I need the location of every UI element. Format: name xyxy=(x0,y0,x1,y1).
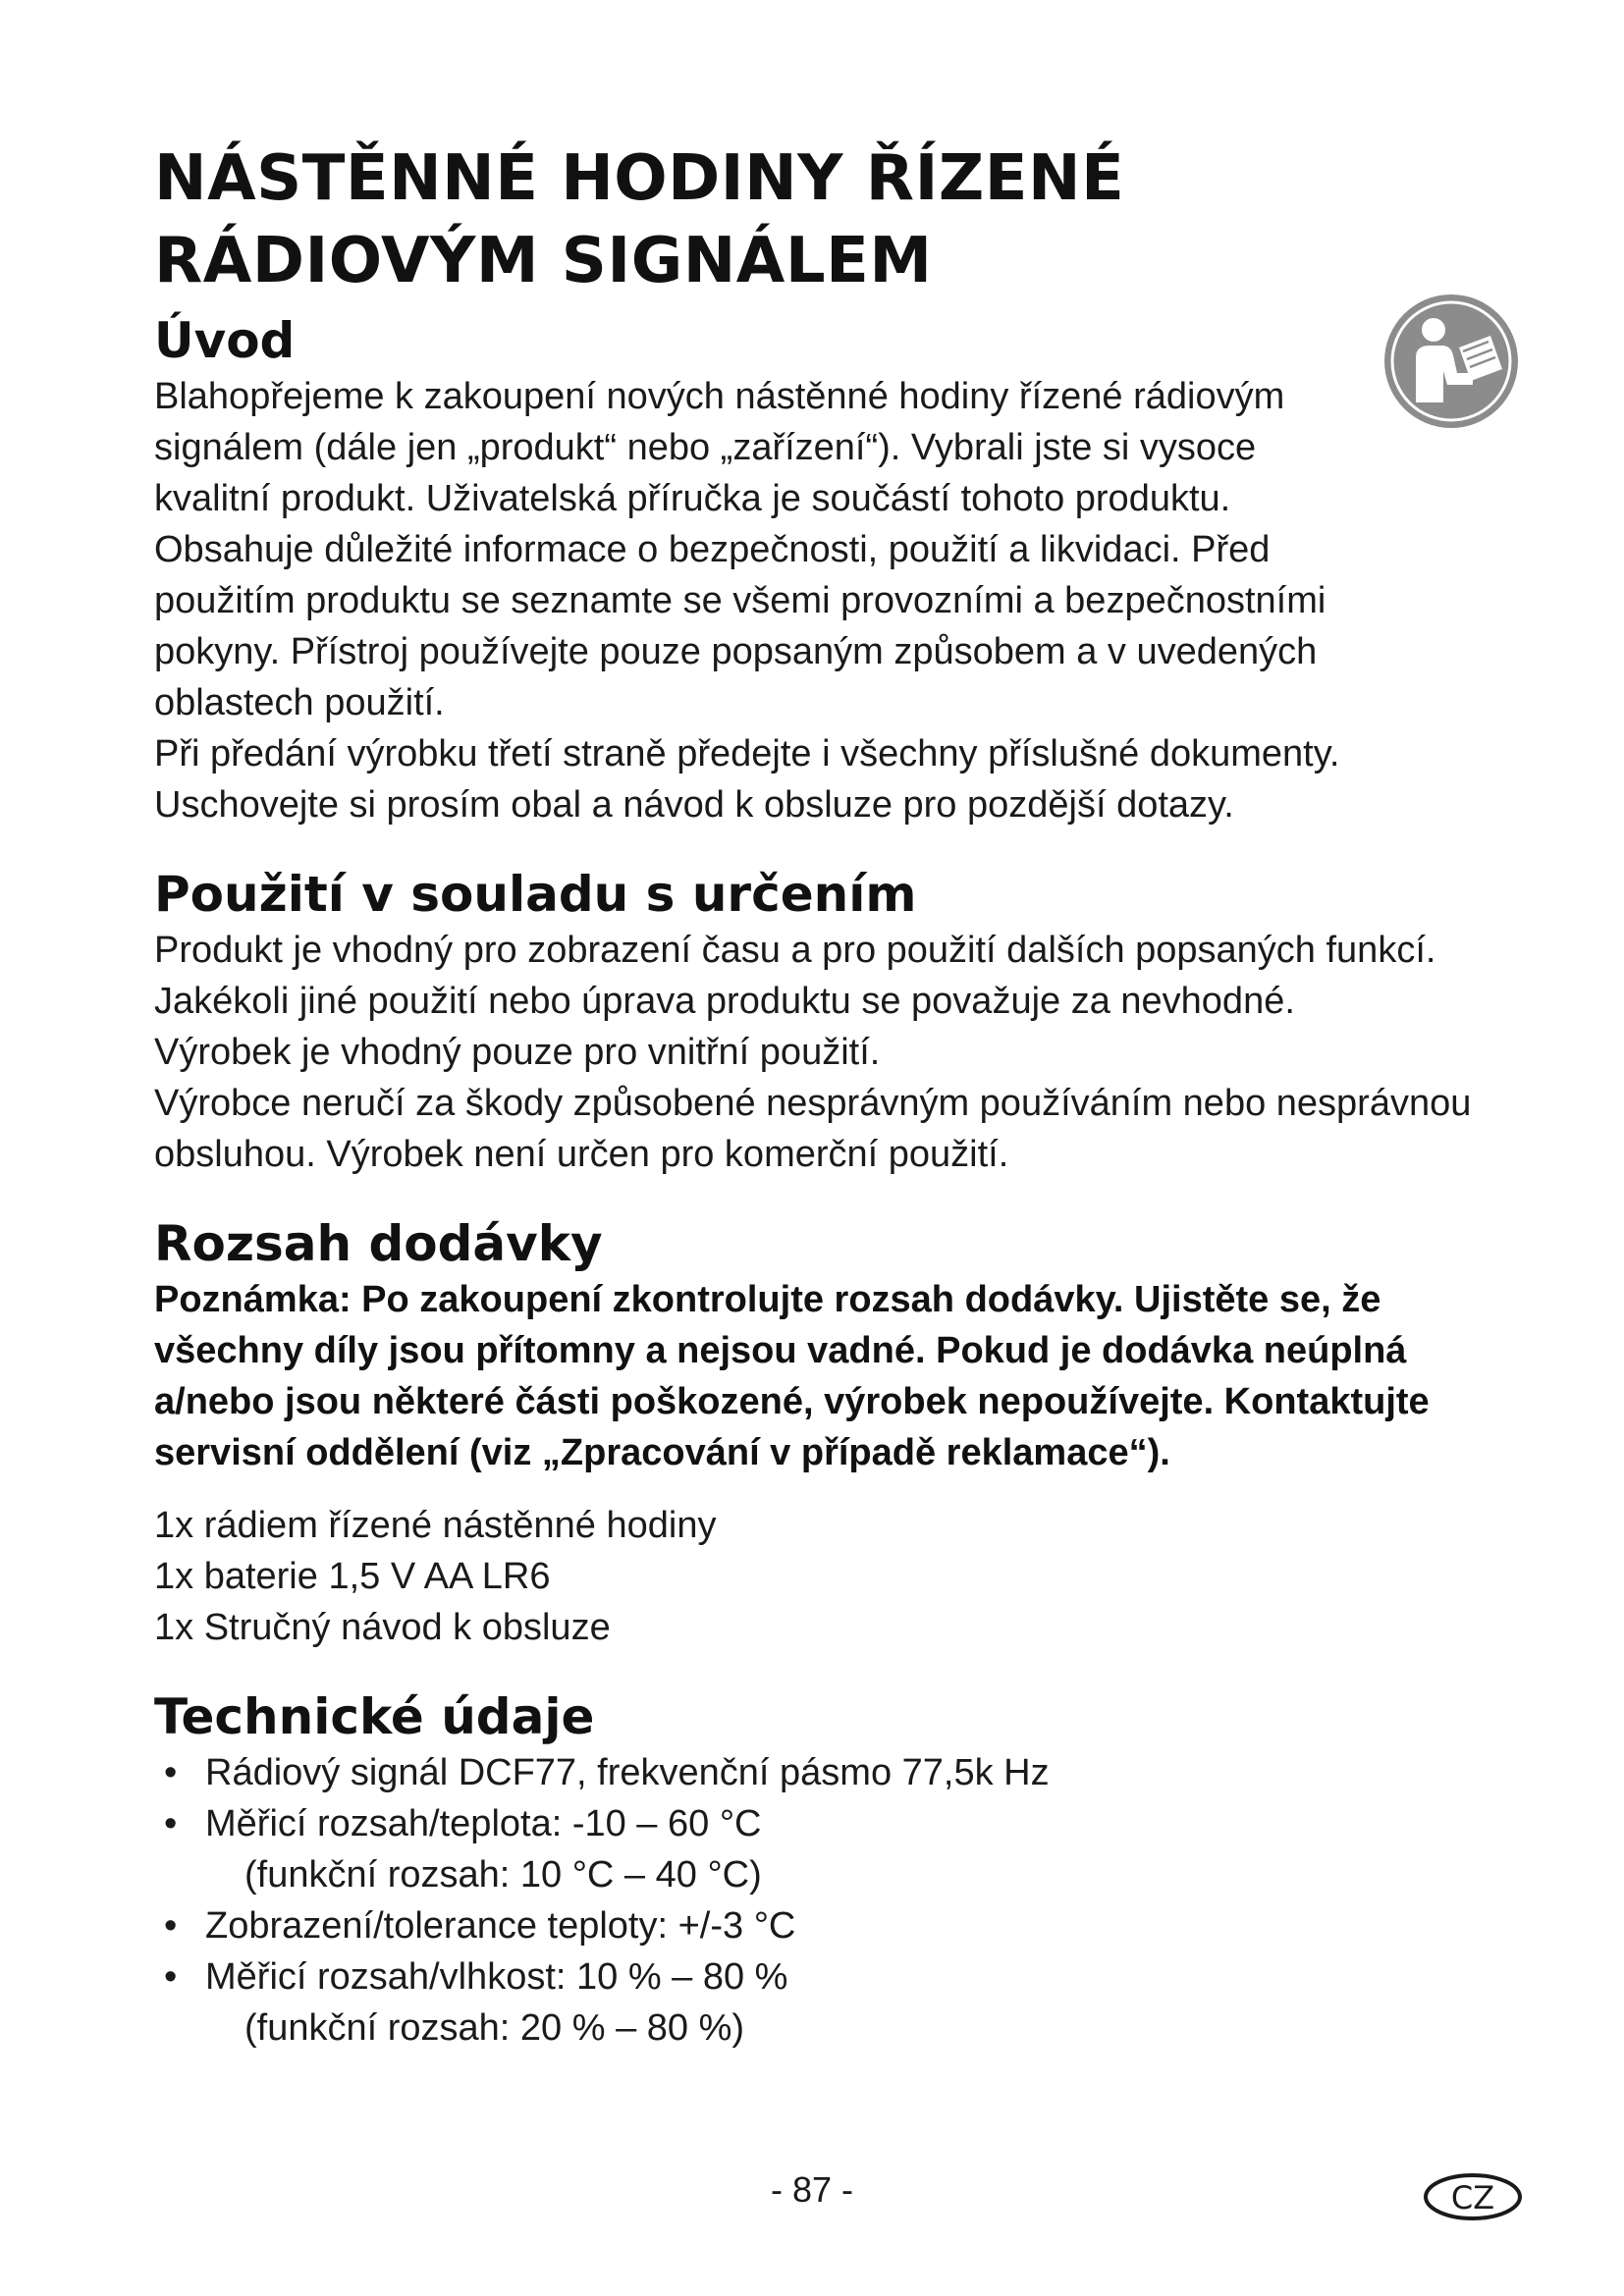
intro-paragraph-3: Uschovejte si prosím obal a návod k obsluze pro pozdější dotazy. xyxy=(154,784,1234,826)
intro-heading: Úvod xyxy=(154,312,296,369)
spec-text: Měřicí rozsah/vlhkost: 10 % – 80 % xyxy=(205,1956,788,1998)
usage-heading: Použití v souladu s určením xyxy=(154,866,917,923)
spec-item xyxy=(154,1900,1519,1951)
delivery-heading: Rozsah dodávky xyxy=(154,1215,603,1272)
delivery-section xyxy=(154,1213,1519,1653)
intro-paragraph-1: Blahopřejeme k zakoupení nových nástěnné hodiny řízené rádiovým signálem (dále jen „produkt“ nebo „zařízení“). Vybrali jste si vysoce kvalitní produkt. Uživatelská příručka je součástí tohoto produktu. Obsahuje důležité informace o bezpečnosti, použití a likvidaci. Před použitím produktu se seznamte se všemi provozními a bezpečnostními pokyny. Přístroj používejte pouze popsaným způsobem a v uvedených oblastech použití. xyxy=(154,376,1326,723)
delivery-list xyxy=(154,1500,1519,1653)
spec-subtext: (funkční rozsah: 20 % – 80 %) xyxy=(244,2007,745,2049)
intro-paragraph-2: Při předání výrobku třetí straně předejte i všechny příslušné dokumenty. xyxy=(154,733,1340,774)
usage-paragraph-3: Výrobce neručí za škody způsobené nesprávným používáním nebo nesprávnou obsluhou. Výrobek není určen pro komerční použití. xyxy=(154,1083,1472,1175)
usage-paragraph-2: Výrobek je vhodný pouze pro vnitřní použití. xyxy=(154,1032,881,1073)
delivery-note: Poznámka: Po zakoupení zkontrolujte rozsah dodávky. Ujistěte se, že všechny díly jsou přítomny a nejsou vadné. Pokud je dodávka neúplná a/nebo jsou některé části poškozené, výrobek nepoužívejte. Kontaktujte servisní oddělení (viz „Zpracování v případě reklamace“). xyxy=(154,1279,1430,1473)
read-manual-icon xyxy=(1382,293,1520,430)
bullet-icon: • xyxy=(164,1752,178,1793)
language-badge-label: CZ xyxy=(1450,2179,1495,2216)
country-code-badge xyxy=(1422,2171,1524,2222)
spec-text: Rádiový signál DCF77, frekvenční pásmo 77,5k Hz xyxy=(205,1752,1050,1793)
usage-paragraph-1: Produkt je vhodný pro zobrazení času a pro použití dalších popsaných funkcí. Jakékoli jiné použití nebo úprava produktu se považuje za nevhodné. xyxy=(154,930,1436,1022)
bullet-icon: • xyxy=(164,1803,178,1844)
bullet-icon: • xyxy=(164,1956,178,1998)
delivery-item-1: 1x rádiem řízené nástěnné hodiny xyxy=(154,1505,717,1546)
spec-item xyxy=(154,1747,1519,1798)
usage-section xyxy=(154,864,1519,1180)
spec-item xyxy=(154,1951,1519,2054)
document-title: NÁSTĚNNÉ HODINY ŘÍZENÉ RÁDIOVÝM SIGNÁLEM xyxy=(154,142,1125,297)
bullet-icon: • xyxy=(164,1905,178,1947)
document-page xyxy=(154,137,1519,2054)
specs-list xyxy=(154,1747,1519,2054)
spec-subtext: (funkční rozsah: 10 °C – 40 °C) xyxy=(244,1854,762,1896)
spec-text: Zobrazení/tolerance teploty: +/-3 °C xyxy=(205,1905,796,1947)
delivery-item-2: 1x baterie 1,5 V AA LR6 xyxy=(154,1556,551,1597)
spec-text: Měřicí rozsah/teplota: -10 – 60 °C xyxy=(205,1803,762,1844)
delivery-item-3: 1x Stručný návod k obsluze xyxy=(154,1607,611,1648)
page-number: - 87 - xyxy=(770,2169,854,2210)
specs-section xyxy=(154,1686,1519,2054)
spec-item xyxy=(154,1798,1519,1900)
intro-section xyxy=(154,310,1519,830)
specs-heading: Technické údaje xyxy=(154,1688,595,1745)
